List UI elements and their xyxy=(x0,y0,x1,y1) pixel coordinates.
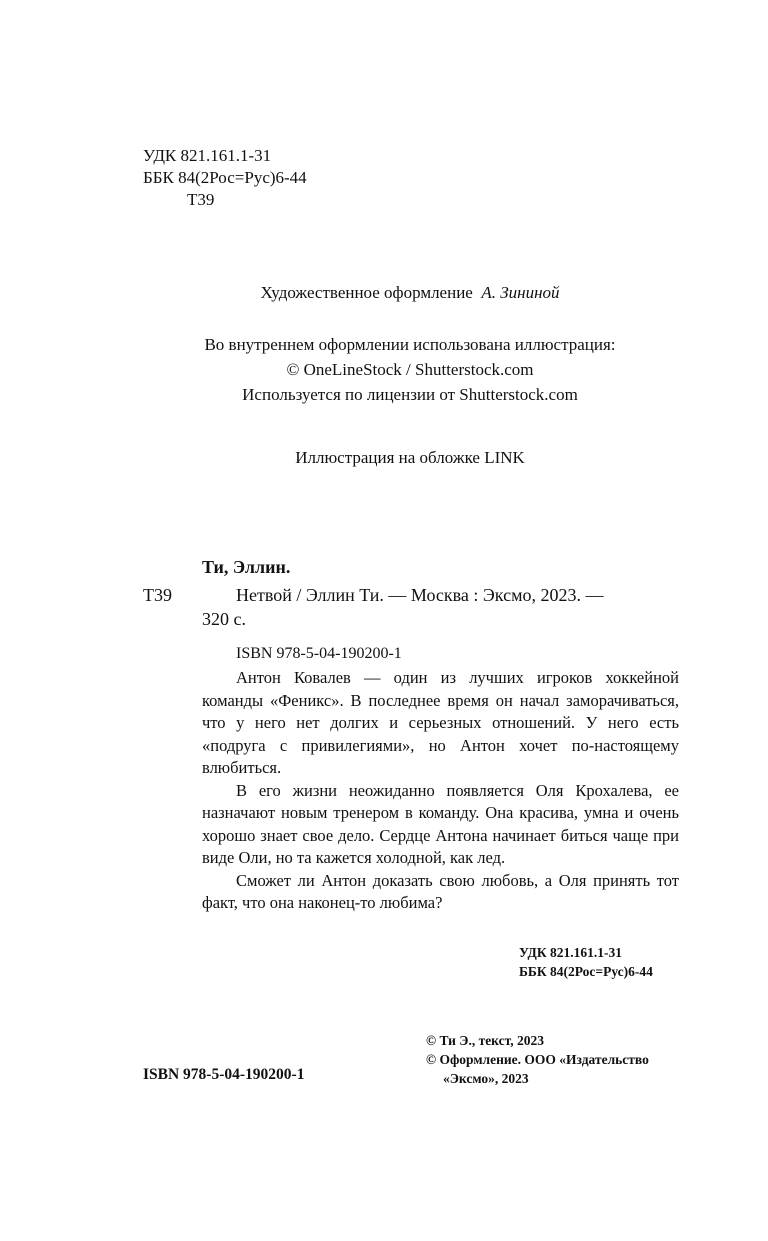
bib-pages: 320 с. xyxy=(202,609,246,629)
bib-title-line: Нетвой / Эллин Ти. — Москва : Эксмо, 2023. — xyxy=(236,585,604,605)
bib-record xyxy=(202,583,679,631)
bib-author: Ти, Эллин. xyxy=(202,557,291,577)
copyright-text: © Ти Э., текст, 2023 xyxy=(426,1033,544,1048)
inner-illustration-line3: Используется по лицензии от Shutterstock.com xyxy=(242,385,578,404)
annotation xyxy=(202,667,679,915)
top-classification-codes xyxy=(143,145,307,211)
design-credit xyxy=(0,280,768,305)
design-label: Художественное оформление xyxy=(260,283,473,302)
inner-illustration-credit xyxy=(0,332,768,407)
inner-illustration-line2: © OneLineStock / Shutterstock.com xyxy=(286,360,534,379)
bib-isbn: ISBN 978-5-04-190200-1 xyxy=(236,645,402,662)
bottom-bbk-code: ББК 84(2Рос=Рус)6-44 xyxy=(519,964,653,979)
inner-illustration-line1: Во внутреннем оформлении использована иллюстрация: xyxy=(204,335,616,354)
cover-illustration-credit: Иллюстрация на обложке LINK xyxy=(295,448,525,467)
copyright-design-line2: «Эксмо», 2023 xyxy=(443,1071,529,1086)
annotation-paragraph-2: В его жизни неожиданно появляется Оля Крохалева, ее назначают новым тренером в команду. Она красива, умна и очень хорошо знает свое дело. Сердце Антона начинает биться чаще при виде Оли, но та кажется холодной, как лед. xyxy=(202,780,679,867)
annotation-paragraph-1: Антон Ковалев — один из лучших игроков хоккейной команды «Феникс». В последнее время он начал заморачиваться, что у него нет долгих и серьезных отношений. У него есть «подруга с привилегиями», но Антон хочет по-настоящему влюбиться. xyxy=(202,668,679,777)
udk-code: УДК 821.161.1-31 xyxy=(143,146,272,165)
copyright-design-line1: © Оформление. ООО «Издательство xyxy=(426,1052,649,1067)
bbk-code: ББК 84(2Рос=Рус)6-44 xyxy=(143,168,307,187)
bib-code: Т39 xyxy=(143,585,172,605)
isbn-bottom: ISBN 978-5-04-190200-1 xyxy=(143,1066,305,1083)
copyright-block xyxy=(426,1031,686,1088)
bottom-udk-code: УДК 821.161.1-31 xyxy=(519,945,622,960)
annotation-paragraph-3: Сможет ли Антон доказать свою любовь, а Оля принять тот факт, что она наконец-то любима? xyxy=(202,870,679,912)
designer-name: А. Зининой xyxy=(481,283,560,302)
bottom-classification-codes xyxy=(519,943,653,981)
author-mark: Т39 xyxy=(187,190,215,209)
